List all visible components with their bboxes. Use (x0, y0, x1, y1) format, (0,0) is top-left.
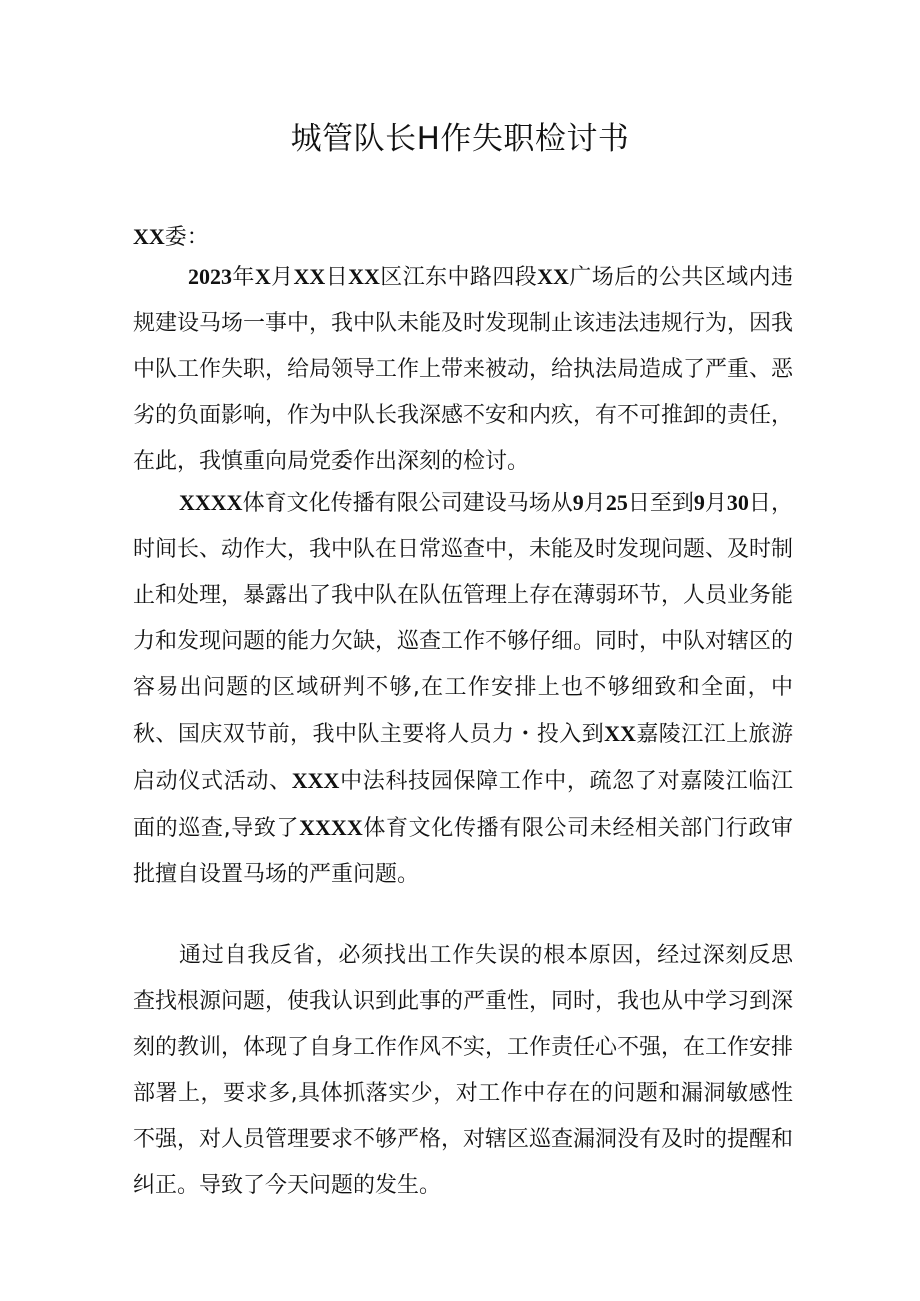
paragraph-run: XXXX (179, 490, 243, 515)
paragraph-analysis (133, 480, 793, 898)
paragraph-run: 日，时间长、动作大，我中队在日常巡查中，未能及时发现问题、及时制止和处理，暴露出了我中队在队伍管理上存在薄弱环节，人员业务能力和发现问题的能力欠缺，巡查工作不够仔细。同时，中队对辖区的容易出问题的区域研判不够,在工作安排上也不够细致和全面，中秋、国庆双节前，我中队主要将人员力・投入到 (133, 491, 794, 747)
paragraph-run: 9 (572, 490, 584, 515)
paragraph-run: 区江东中路四段 (379, 265, 538, 290)
paragraph-run: 年 (232, 265, 255, 290)
paragraph-run: 体育文化传播有限公司未经相关部门行政审批擅自设置马场的严重问题。 (133, 816, 793, 887)
paragraph-run: XXX (291, 768, 340, 793)
paragraph-run: 日 (325, 265, 349, 290)
paragraph-run: 嘉陵江江上旅游启动仪式活动、 (133, 722, 793, 794)
salutation-suffix: 委： (164, 225, 209, 250)
paragraph-run: XX (537, 264, 569, 289)
paragraph-run: 月 (583, 491, 606, 516)
paragraph-run: 月 (270, 265, 294, 290)
paragraph-run: 中法科技园保障工作中，疏忽了对嘉陵江临江面的巡查,导致了 (133, 769, 793, 841)
paragraph-run: 2023 (188, 264, 232, 289)
paragraph-run: 日至到 (627, 491, 694, 516)
paragraph-run: 通过自我反省，必须找出工作失误的根本原因，经过深刻反思查找根源问题，使我认识到此事的严重性，同时，我也从中学习到深刻的教训，体现了自身工作作风不实，工作责任心不强，在工作安排部署上，要求多,具体抓落实少，对工作中存在的问题和漏洞敏感性不强，对人员管理要求不够严格，对辖区巡查漏洞没有及时的提醒和纠正。导致了今天问题的发生。 (133, 943, 794, 1198)
paragraph-run: X (254, 264, 271, 289)
paragraph-run: 30 (726, 490, 749, 515)
document-title: 城管队长H作失职检讨书 (290, 121, 630, 157)
paragraph-run: XX (348, 264, 380, 289)
paragraph-run: XX (604, 721, 636, 746)
salutation-recipient: XX (133, 224, 165, 249)
paragraph-incident (133, 254, 793, 485)
paragraph-run: 体育文化传播有限公司建设马场从 (242, 491, 573, 516)
paragraph-run: 9 (693, 490, 705, 515)
paragraph-run: 月 (704, 491, 727, 516)
paragraph-run: XXXX (299, 815, 363, 840)
paragraph-reflection (133, 933, 793, 1209)
paragraph-run: 25 (605, 490, 628, 515)
paragraph-run: XX (293, 264, 326, 289)
paragraph-run: 广场后的公共区域内违规建设马场一事中，我中队未能及时发现制止该违法违规行为，因我中队工作失职，给局领导工作上带来被动，给执法局造成了严重、恶劣的负面影响，作为中队长我深感不安和内疚，有不可推卸的责任，在此，我慎重向局党委作出深刻的检讨。 (133, 265, 794, 474)
